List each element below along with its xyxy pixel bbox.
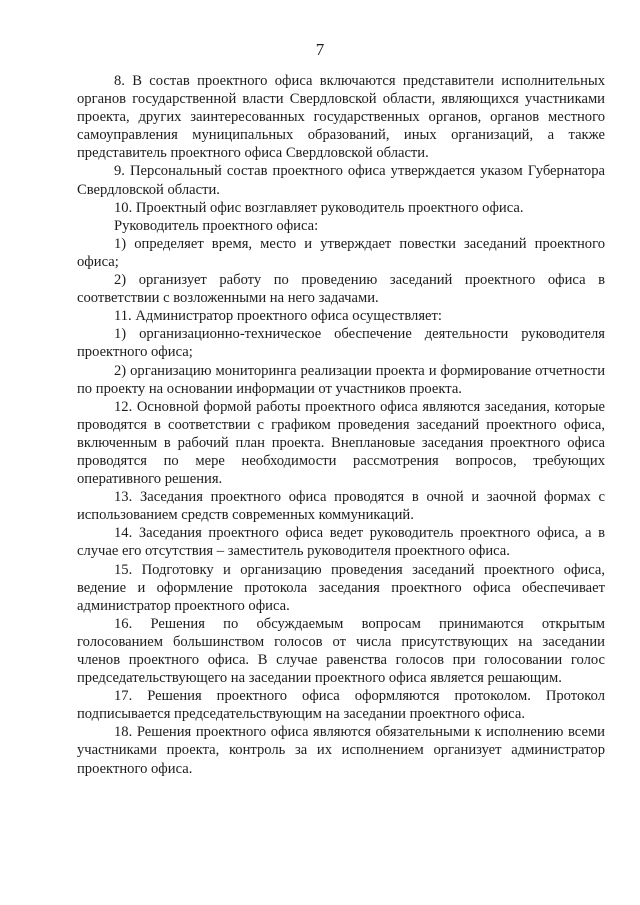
paragraph-8: 8. В состав проектного офиса включаются представители исполнительных органов государственной власти Свердловской области, являющихся участниками проекта, других заинтересованных государственных органов, органов местного самоуправления муниципальных образований, иных организаций, а также представитель проектного офиса Свердловской области. xyxy=(77,73,605,162)
paragraph-head-duty-1: 1) определяет время, место и утверждает повестки заседаний проектного офиса; xyxy=(77,235,605,270)
paragraph-head-duties-heading: Руководитель проектного офиса: xyxy=(114,217,319,234)
paragraph-admin-duty-2: 2) организацию мониторинга реализации проекта и формирование отчетности по проекту на основании информации от участников проекта. xyxy=(77,362,605,397)
document-body xyxy=(77,72,605,778)
paragraph-18: 18. Решения проектного офиса являются обязательными к исполнению всеми участниками проекта, контроль за их исполнением организует администратор проектного офиса. xyxy=(77,724,605,777)
paragraph-17: 17. Решения проектного офиса оформляются протоколом. Протокол подписывается председательствующим на заседании проектного офиса. xyxy=(77,688,605,723)
paragraph-16: 16. Решения по обсуждаемым вопросам принимаются открытым голосованием большинством голосов от числа присутствующих на заседании членов проектного офиса. В случае равенства голосов при голосовании голос председательствующего на заседании проектного офиса является решающим. xyxy=(77,615,605,687)
paragraph-head-duty-2: 2) организует работу по проведению заседаний проектного офиса в соответствии с возложенными на него задачами. xyxy=(77,272,605,307)
paragraph-12: 12. Основной формой работы проектного офиса являются заседания, которые проводятся в соответствии с графиком проведения заседаний проектного офиса, включенным в рабочий план проекта. Внеплановые заседания проектного офиса проводятся по мере необходимости рассмотрения вопросов, требующих оперативного решения. xyxy=(77,398,605,488)
paragraph-15: 15. Подготовку и организацию проведения заседаний проектного офиса, ведение и оформление протокола заседания проектного офиса обеспечивает администратор проектного офиса. xyxy=(77,561,605,614)
paragraph-13: 13. Заседания проектного офиса проводятся в очной и заочной формах с использованием средств современных коммуникаций. xyxy=(77,489,605,524)
paragraph-14: 14. Заседания проектного офиса ведет руководитель проектного офиса, а в случае его отсутствия – заместитель руководителя проектного офиса. xyxy=(77,525,605,560)
paragraph-admin-duty-1: 1) организационно-техническое обеспечение деятельности руководителя проектного офиса; xyxy=(77,326,605,361)
paragraph-9: 9. Персональный состав проектного офиса утверждается указом Губернатора Свердловской области. xyxy=(77,163,605,198)
paragraph-11: 11. Администратор проектного офиса осуществляет: xyxy=(114,308,442,325)
paragraph-10: 10. Проектный офис возглавляет руководитель проектного офиса. xyxy=(114,199,524,216)
page-number: 7 xyxy=(315,40,325,59)
